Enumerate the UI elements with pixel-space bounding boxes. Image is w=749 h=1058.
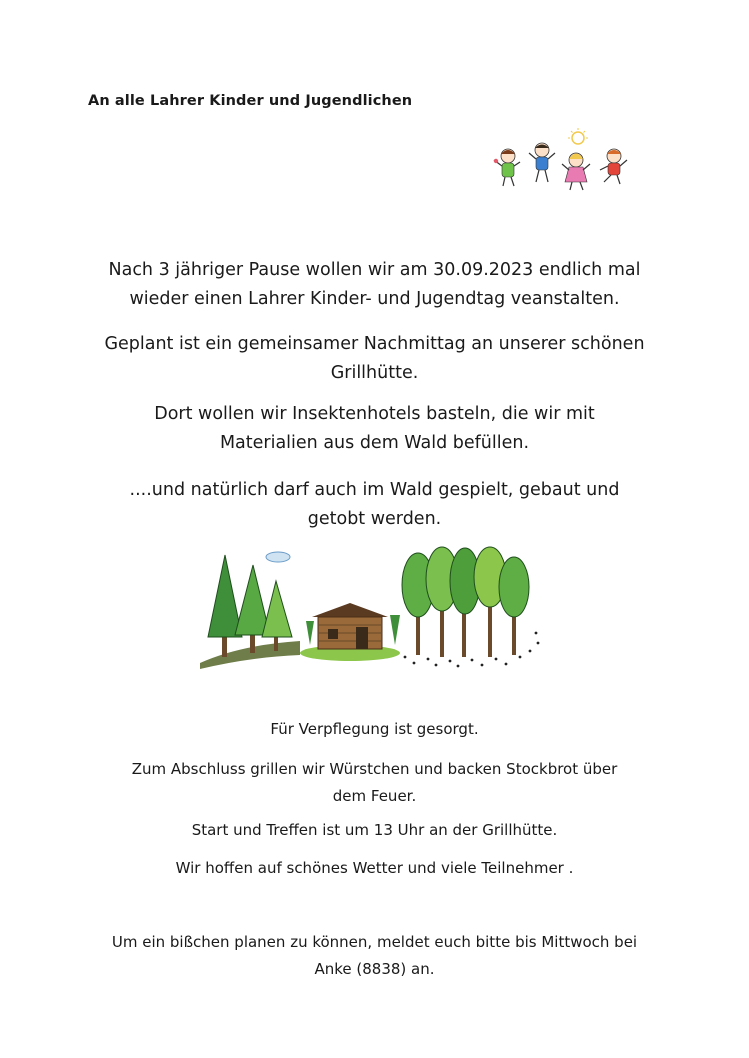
forest-hut-illustration [200, 545, 560, 670]
registration-line-2: Anke (8838) an. [314, 960, 435, 978]
grill-line-1: Zum Abschluss grillen wir Würstchen und backen Stockbrot über [131, 760, 618, 778]
registration-paragraph [60, 929, 689, 983]
play-paragraph [60, 476, 689, 534]
activity-line-1: Dort wollen wir Insektenhotels basteln, die wir mit [154, 404, 595, 424]
plan-paragraph [60, 330, 689, 388]
food-line: Für Verpflegung ist gesorgt. [270, 720, 479, 738]
plan-line-1: Geplant ist ein gemeinsamer Nachmittag an unserer schönen [104, 334, 645, 354]
intro-line-2: wieder einen Lahrer Kinder- und Jugendtag veanstalten. [129, 289, 620, 309]
grill-paragraph [60, 756, 689, 810]
activity-line-2: Materialien aus dem Wald befüllen. [219, 433, 530, 453]
playing-children-illustration [486, 126, 636, 196]
play-line-2: getobt werden. [307, 509, 442, 529]
intro-line-1: Nach 3 jähriger Pause wollen wir am 30.09.2023 endlich mal [108, 260, 641, 280]
grill-line-2: dem Feuer. [332, 787, 417, 805]
hope-line: Wir hoffen auf schönes Wetter und viele Teilnehmer . [175, 859, 574, 877]
meeting-line: Start und Treffen ist um 13 Uhr an der Grillhütte. [191, 821, 558, 839]
activity-paragraph [60, 400, 689, 458]
intro-paragraph [60, 256, 689, 314]
plan-line-2: Grillhütte. [330, 363, 419, 383]
play-line-1: ....und natürlich darf auch im Wald gespielt, gebaut und [129, 480, 620, 500]
addressee-heading: An alle Lahrer Kinder und Jugendlichen [88, 93, 413, 109]
registration-line-1: Um ein bißchen planen zu können, meldet euch bitte bis Mittwoch bei [111, 933, 638, 951]
